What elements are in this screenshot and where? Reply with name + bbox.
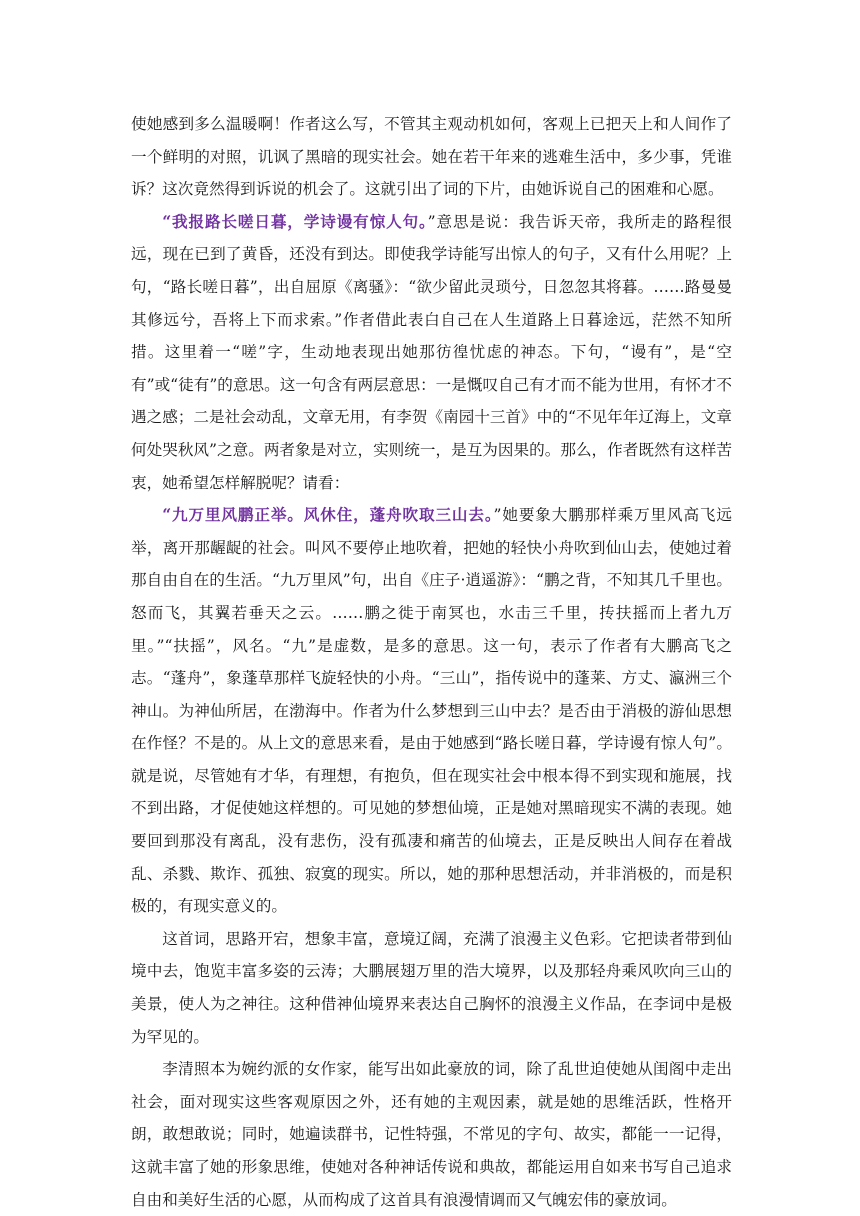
article-body <box>131 108 732 1216</box>
paragraph-text: 使她感到多么温暖啊！作者这么写，不管其主观动机如何，客观上已把天上和人间作了一个鲜明的对照，讥讽了黑暗的现实社会。她在若干年来的逃难生活中，多少事，凭谁诉？这次竟然得到诉说的机会了。这就引出了词的下片，由她诉说自己的困难和心愿。 <box>131 115 732 199</box>
paragraph-1 <box>131 108 732 206</box>
paragraph-2 <box>131 206 732 499</box>
paragraph-4 <box>131 923 732 1053</box>
paragraph-text: ”意思是说：我告诉天帝，我所走的路程很远，现在已到了黄昏，还没有到达。即使我学诗能写出惊人的句子，又有什么用呢？上句，“路长嗟日暮”，出自屈原《离骚》：“欲少留此灵琐兮，日忽忽其将暮。……路曼曼其修远兮，吾将上下而求索。”作者借此表白自己在人生道路上日暮途远，茫然不知所措。这里着一“嗟”字，生动地表现出她那彷徨忧虑的神态。下句，“谩有”，是“空有”或“徒有”的意思。这一句含有两层意思：一是慨叹自己有才而不能为世用，有怀才不遇之感；二是社会动乱，文章无用，有李贺《南园十三首》中的“不见年年辽海上，文章何处哭秋风”之意。两者象是对立，实则统一，是互为因果的。那么，作者既然有这样苦衷，她希望怎样解脱呢？请看： <box>131 212 732 492</box>
quoted-poem-line: “九万里风鹏正举。风休住，蓬舟吹取三山去。 <box>162 505 494 525</box>
quoted-poem-line: “我报路长嗟日暮，学诗谩有惊人句。 <box>162 211 428 231</box>
paragraph-3 <box>131 499 732 923</box>
paragraph-text: 这首词，思路开宕，想象丰富，意境辽阔，充满了浪漫主义色彩。它把读者带到仙境中去，饱览丰富多姿的云涛；大鹏展翅万里的浩大境界，以及那轻舟乘风吹向三山的美景，使人为之神往。这种借神仙境界来表达自己胸怀的浪漫主义作品，在李词中是极为罕见的。 <box>131 929 732 1046</box>
paragraph-5 <box>131 1053 732 1216</box>
paragraph-text: ”她要象大鹏那样乘万里风高飞远举，离开那龌龊的社会。叫风不要停止地吹着，把她的轻快小舟吹到仙山去，使她过着那自由自在的生活。“九万里风”句，出自《庄子·逍遥游》：“鹏之背，不知其几千里也。怒而飞，其翼若垂天之云。……鹏之徙于南冥也，水击三千里，抟扶摇而上者九万里。”“扶摇”，风名。“九”是虚数，是多的意思。这一句，表示了作者有大鹏高飞之志。“蓬舟”，象蓬草那样飞旋轻快的小舟。“三山”，指传说中的蓬莱、方丈、瀛洲三个神山。为神仙所居，在渤海中。作者为什么梦想到三山中去？是否由于消极的游仙思想在作怪？不是的。从上文的意思来看，是由于她感到“路长嗟日暮，学诗谩有惊人句”。就是说，尽管她有才华，有理想，有抱负，但在现实社会中根本得不到实现和施展，找不到出路，才促使她这样想的。可见她的梦想仙境，正是她对黑暗现实不满的表现。她要回到那没有离乱，没有悲伤，没有孤凄和痛苦的仙境去，正是反映出人间存在着战乱、杀戮、欺诈、孤独、寂寞的现实。所以，她的那种思想活动，并非消极的，而是积极的，有现实意义的。 <box>131 506 732 916</box>
paragraph-text: 李清照本为婉约派的女作家，能写出如此豪放的词，除了乱世迫使她从闺阁中走出社会，面对现实这些客观原因之外，还有她的主观因素，就是她的思维活跃，性格开朗，敢想敢说；同时，她遍读群书，记性特强，不常见的字句、故实，都能一一记得，这就丰富了她的形象思维，使她对各种神话传说和典故，都能运用自如来书写自己追求自由和美好生活的心愿，从而构成了这首具有浪漫情调而又气魄宏伟的豪放词。 <box>131 1060 732 1209</box>
